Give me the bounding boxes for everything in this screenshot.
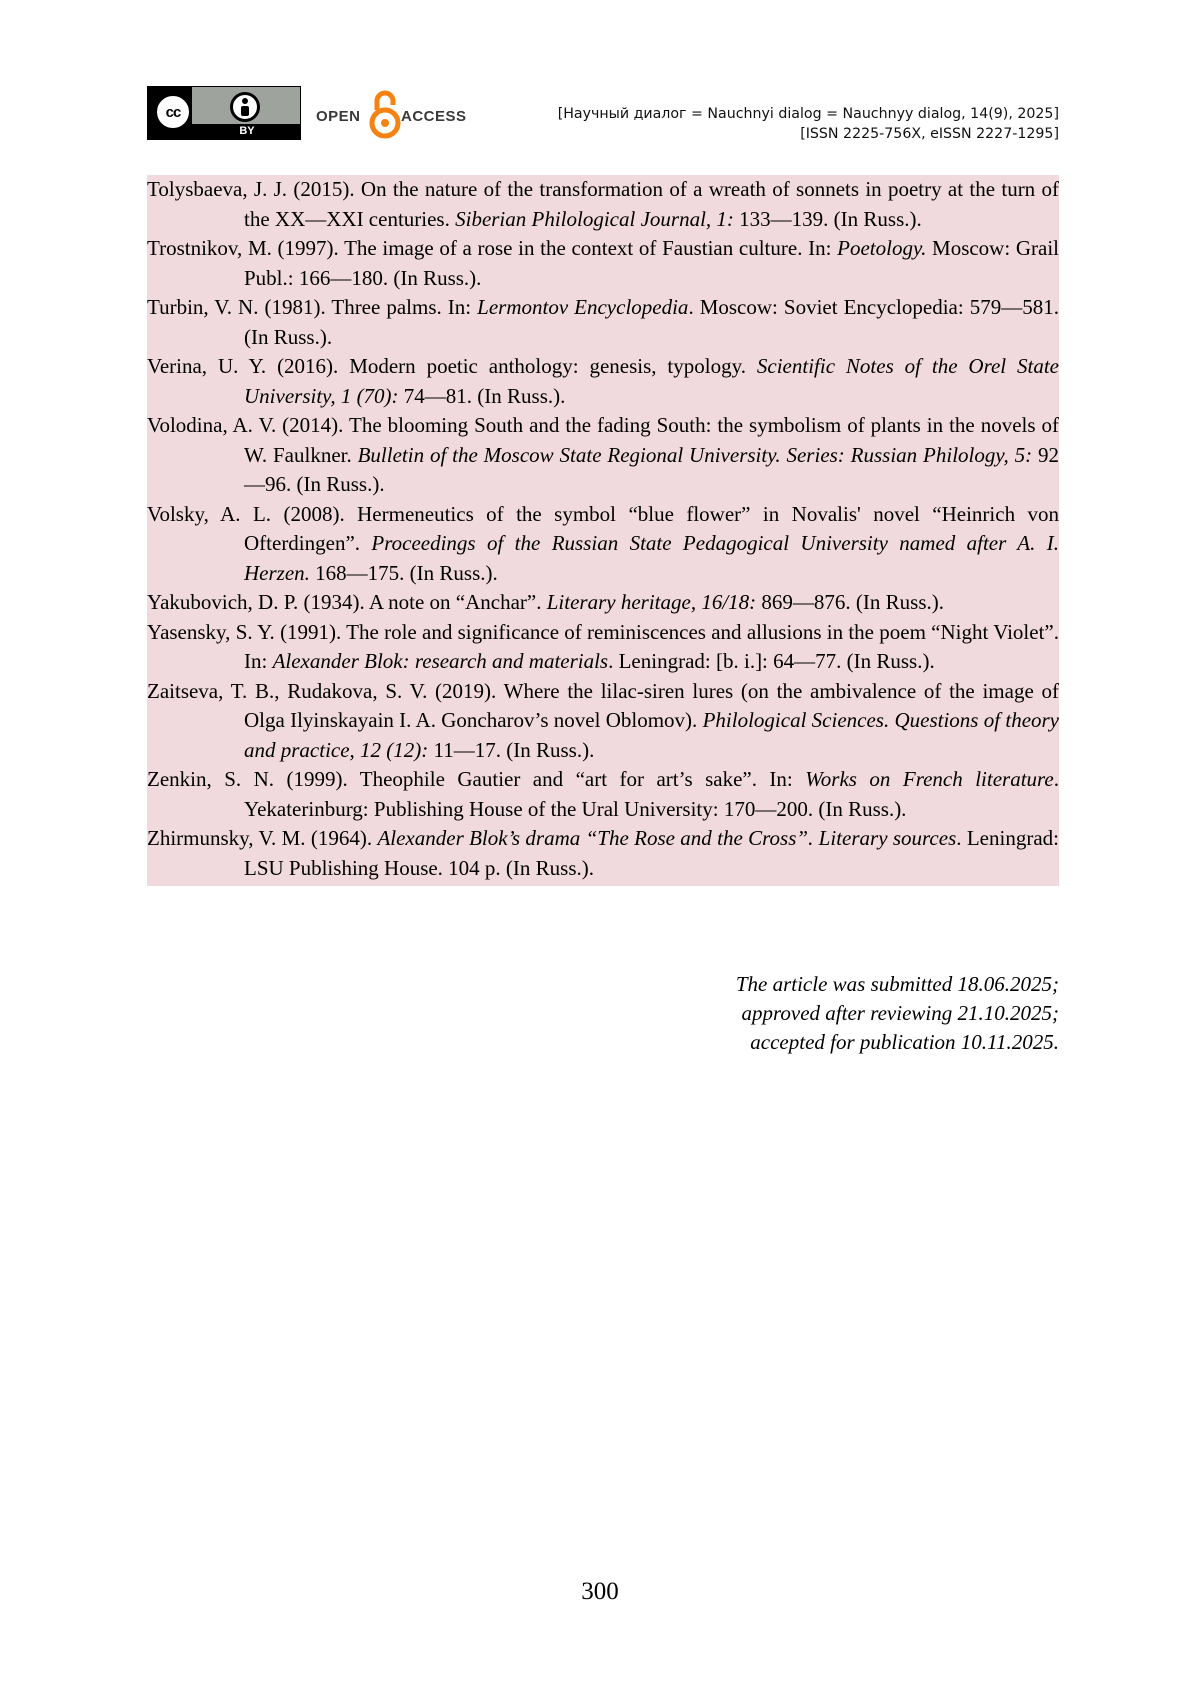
open-access-word-access: ACCESS xyxy=(401,108,467,125)
accepted-date: accepted for publication 10.11.2025. xyxy=(750,1030,1059,1054)
submission-dates xyxy=(736,970,1059,1057)
page-header xyxy=(147,86,1059,146)
page-number: 300 xyxy=(581,1578,619,1605)
approved-date: approved after reviewing 21.10.2025; xyxy=(741,1001,1059,1025)
cc-by-license-badge xyxy=(147,86,301,140)
reference-item: Zhirmunsky, V. M. (1964). Alexander Blok’s drama “The Rose and the Cross”. Literary sources. Leningrad: LSU Publishing House. 104 p. (In Russ.). xyxy=(147,826,1059,880)
reference-item: Tolysbaeva, J. J. (2015). On the nature of the transformation of a wreath of sonnets in poetry at the turn of the XX—XXI centuries. Siberian Philological Journal, 1: 133—139. (In Russ.). xyxy=(147,177,1059,231)
reference-item: Verina, U. Y. (2016). Modern poetic anthology: genesis, typology. Scientific Notes of the Orel State University, 1 (70): 74—81. (In Russ.). xyxy=(147,354,1059,408)
reference-item: Volsky, A. L. (2008). Hermeneutics of the symbol “blue flower” in Novalis' novel “Heinrich von Ofterdingen”. Proceedings of the Russian State Pedagogical University named after A. I. Herzen. 168—175. (In Russ.). xyxy=(147,501,1059,585)
reference-list xyxy=(147,175,1059,886)
reference-item: Zenkin, S. N. (1999). Theophile Gautier and “art for art’s sake”. In: Works on French literature. Yekaterinburg: Publishing House of the Ural University: 170—200. (In Russ.). xyxy=(147,767,1060,821)
open-access-lock-icon xyxy=(368,88,402,140)
journal-title-line: [Научный диалог = Nauchnyi dialog = Nauchnyy dialog, 14(9), 2025] xyxy=(557,106,1059,122)
creative-commons-icon: cc xyxy=(154,93,192,131)
attribution-person-icon xyxy=(230,92,260,122)
open-access-logo xyxy=(316,88,466,138)
submitted-date: The article was submitted 18.06.2025; xyxy=(735,972,1059,996)
reference-item: Zaitseva, T. B., Rudakova, S. V. (2019). Where the lilac-siren lures (on the ambivalence of the image of Olga Ilyinskayain I. A. Goncharov’s novel Oblomov). Philological Sciences. Questions of theory and practice, 12 (12): 11—17. (In Russ.). xyxy=(147,678,1060,762)
open-access-word-open: OPEN xyxy=(316,108,361,125)
journal-citation xyxy=(558,104,1059,144)
reference-item: Yakubovich, D. P. (1934). A note on “Anchar”. Literary heritage, 16/18: 869—876. (In Russ.). xyxy=(147,590,944,614)
reference-item: Volodina, A. V. (2014). The blooming South and the fading South: the symbolism of plants in the novels of W. Faulkner. Bulletin of the Moscow State Regional University. Series: Russian Philology, 5: 92—96. (In Russ.). xyxy=(147,413,1060,496)
by-label: BY xyxy=(239,125,255,137)
reference-item: Turbin, V. N. (1981). Three palms. In: Lermontov Encyclopedia. Moscow: Soviet Encyclopedia: 579—581. (In Russ.). xyxy=(147,295,1059,349)
reference-item: Yasensky, S. Y. (1991). The role and significance of reminiscences and allusions in the poem “Night Violet”. In: Alexander Blok: research and materials. Leningrad: [b. i.]: 64—77. (In Russ.). xyxy=(147,619,1059,673)
reference-item: Trostnikov, M. (1997). The image of a rose in the context of Faustian culture. In: Poetology. Moscow: Grail Publ.: 166—180. (In Russ.). xyxy=(147,236,1059,290)
journal-issn-line: [ISSN 2225-756X, eISSN 2227-1295] xyxy=(800,126,1059,142)
